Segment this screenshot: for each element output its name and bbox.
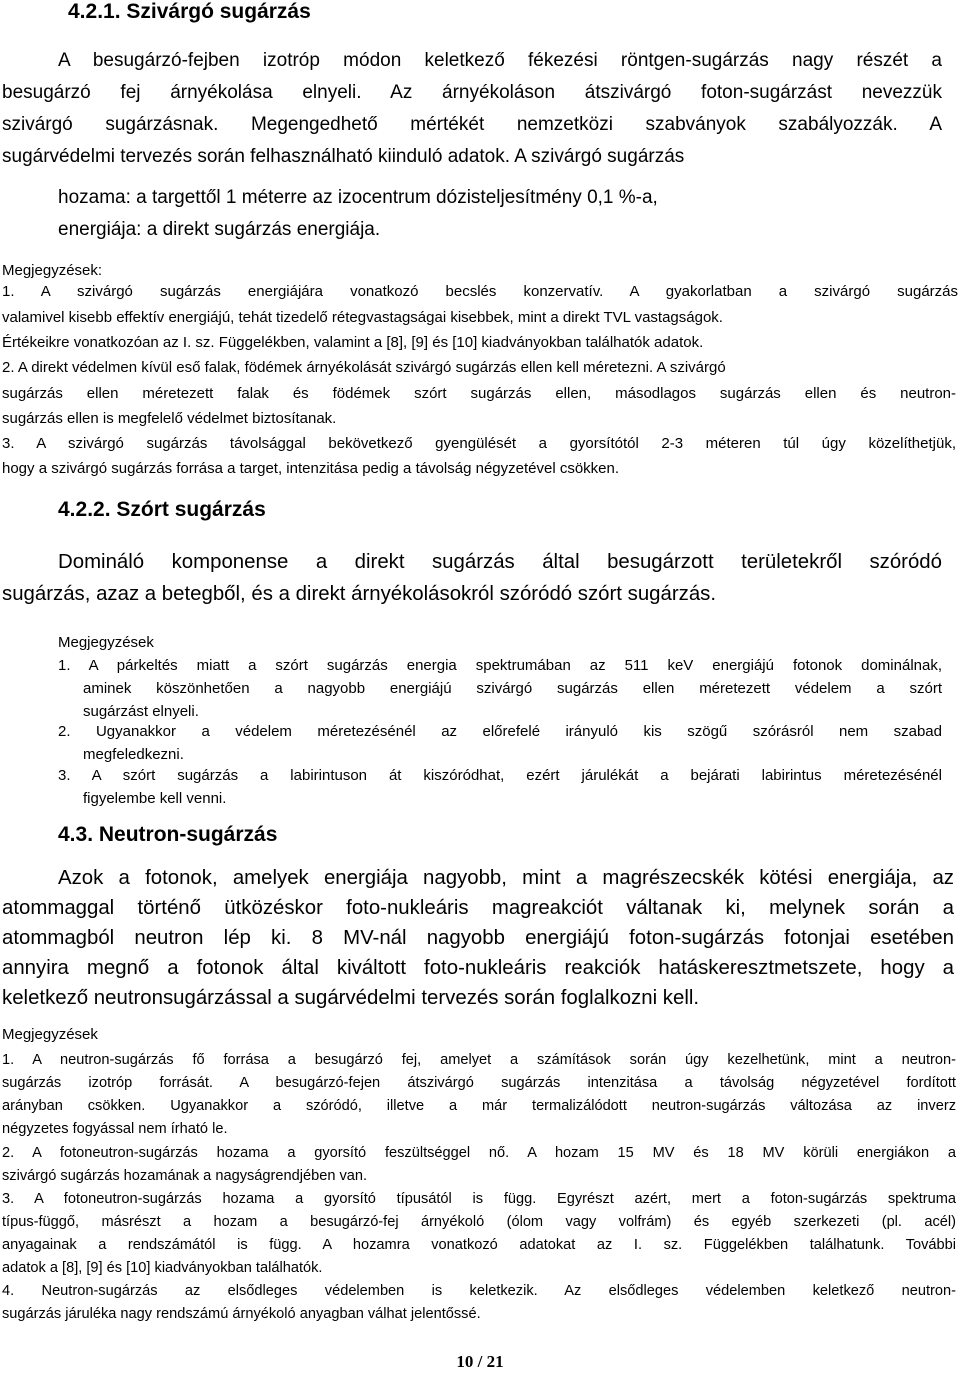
note-line: 3. A fotoneutron-sugárzás hozama a gyorsító típusától is függ. Egyrészt azért, mert a foton-sugárzás spektruma (2, 1191, 956, 1207)
note-line: sugárzás járuléka nagy rendszámú árnyékoló anyagban válhat jelentőssé. (2, 1306, 481, 1322)
paragraph-line: atommaggal történő ütközéskor foto-nukleáris magreakciót váltanak ki, melynek során a (2, 897, 954, 919)
note-line: megfeledkezni. (83, 746, 184, 763)
paragraph-line: Domináló komponense a direkt sugárzás által besugárzott területekről szóródó (58, 551, 942, 573)
paragraph-line: Azok a fotonok, amelyek energiája nagyobb, mint a magrészecskék kötési energiája, az (58, 867, 954, 889)
note-line: 3. A szórt sugárzás a labirintuson át kiszóródhat, ezért járulékát a bejárati labirintus méretezésénél (58, 767, 942, 784)
note-line: 3. A szivárgó sugárzás távolsággal bekövetkező gyengülését a gyorsítótól 2-3 méteren túl úgy közelíthetjük, (2, 435, 956, 452)
note-line: típus-függő, másrészt a hozam a besugárzó-fej árnyékoló (ólom vagy volfrám) és egyéb szerkezeti (pl. acél) (2, 1214, 956, 1230)
paragraph-line: annyira megnő a fotonok által kiváltott foto-nukleáris reakciók hatáskeresztmetszete, hogy a (2, 957, 954, 979)
paragraph-line: besugárzó fej árnyékolása elnyeli. Az árnyékoláson átszivárgó foton-sugárzást nevezzük (2, 82, 942, 103)
note-line: anyagainak a rendszámától is függ. A hozamra vonatkozó adatokat az I. sz. Függelékben találhatunk. További (2, 1237, 956, 1253)
paragraph-line: A besugárzó-fejben izotróp módon keletkező fékezési röntgen-sugárzás nagy részét a (58, 50, 942, 71)
note-line: 1. A párkeltés miatt a szórt sugárzás energia spektrumában az 511 keV energiájú fotonok dominálnak, (58, 657, 942, 674)
note-line: 4. Neutron-sugárzás az elsődleges védelemben is keletkezik. Az elsődleges védelemben keletkező neutron- (2, 1283, 956, 1299)
list-item: energiája: a direkt sugárzás energiája. (58, 219, 381, 240)
note-line: valamivel kisebb effektív energiájú, tehát tizedelő rétegvastagságai kisebbek, mint a direkt TVL vastagságok. (2, 309, 723, 326)
note-line: 1. A neutron-sugárzás fő forrása a besugárzó fej, amelyet a számítások során úgy kezelhetünk, mint a neutron- (2, 1052, 956, 1068)
note-line: 2. A direkt védelmen kívül eső falak, födémek árnyékolását szivárgó sugárzás ellen kell méretezni. A szivárgó (2, 359, 726, 376)
paragraph-line: sugárvédelmi tervezés során felhasználható kiinduló adatok. A szivárgó sugárzás (2, 146, 685, 167)
notes-label: Megjegyzések (2, 1026, 98, 1043)
section-heading: 4.2.2. Szórt sugárzás (58, 498, 266, 521)
notes-label: Megjegyzések: (2, 262, 103, 279)
note-line: 2. A fotoneutron-sugárzás hozama a gyorsító feszültséggel nő. A hozam 15 MV és 18 MV körüli energiákon a (2, 1145, 956, 1161)
note-line: négyzetes fogyással nem írható le. (2, 1121, 228, 1137)
note-line: 1. A szivárgó sugárzás energiájára vonatkozó becslés konzervatív. A gyakorlatban a szivárgó sugárzás (2, 283, 958, 300)
note-line: sugárzás ellen méretezett falak és födémek szórt sugárzás ellen, másodlagos sugárzás ellen és neutron- (2, 385, 956, 402)
paragraph-line: atommagból neutron lép ki. 8 MV-nál nagyobb energiájú foton-sugárzás fotonjai esetében (2, 927, 954, 949)
note-line: figyelembe kell venni. (83, 790, 227, 807)
paragraph-line: sugárzás, azaz a betegből, és a direkt árnyékolásokról szóródó szórt sugárzás. (2, 583, 717, 605)
note-line: adatok a [8], [9] és [10] kiadványokban találhatók. (2, 1260, 323, 1276)
note-line: arányban csökken. Ugyanakkor a szóródó, illetve a már termalizálódott neutron-sugárzás változása az inverz (2, 1098, 956, 1114)
paragraph-line: keletkező neutronsugárzással a sugárvédelmi tervezés során foglalkozni kell. (2, 987, 700, 1009)
note-line: hogy a szivárgó sugárzás forrása a target, intenzitása pedig a távolság négyzetével csökken. (2, 460, 620, 477)
note-line: sugárzás ellen is megfelelő védelmet biztosítanak. (2, 410, 337, 427)
list-item: hozama: a targettől 1 méterre az izocentrum dózisteljesítmény 0,1 %-a, (58, 187, 658, 208)
paragraph-line: szivárgó sugárzásnak. Megengedhető mértékét nemzetközi szabványok szabályozzák. A (2, 114, 942, 135)
note-line: aminek köszönhetően a nagyobb energiájú szivárgó sugárzás ellen méretezett védelem a szórt (83, 680, 942, 697)
note-line: sugárzás izotróp forrását. A besugárzó-fejen átszivárgó sugárzás intenzitása a távolság négyzetével fordított (2, 1075, 956, 1091)
note-line: Értékeikre vonatkozóan az I. sz. Függelékben, valamint a [8], [9] és [10] kiadványokban találhatók adatok. (2, 334, 704, 351)
note-line: szivárgó sugárzás hozamának a nagyságrendjében van. (2, 1168, 368, 1184)
notes-label: Megjegyzések (58, 634, 154, 651)
note-line: sugárzást elnyeli. (83, 703, 199, 720)
note-line: 2. Ugyanakkor a védelem méretezésénél az előrefelé irányuló kis szögű szórásról nem szabad (58, 723, 942, 740)
section-heading: 4.2.1. Szivárgó sugárzás (68, 0, 311, 23)
section-heading: 4.3. Neutron-sugárzás (58, 823, 278, 846)
page-number: 10 / 21 (456, 1352, 504, 1371)
